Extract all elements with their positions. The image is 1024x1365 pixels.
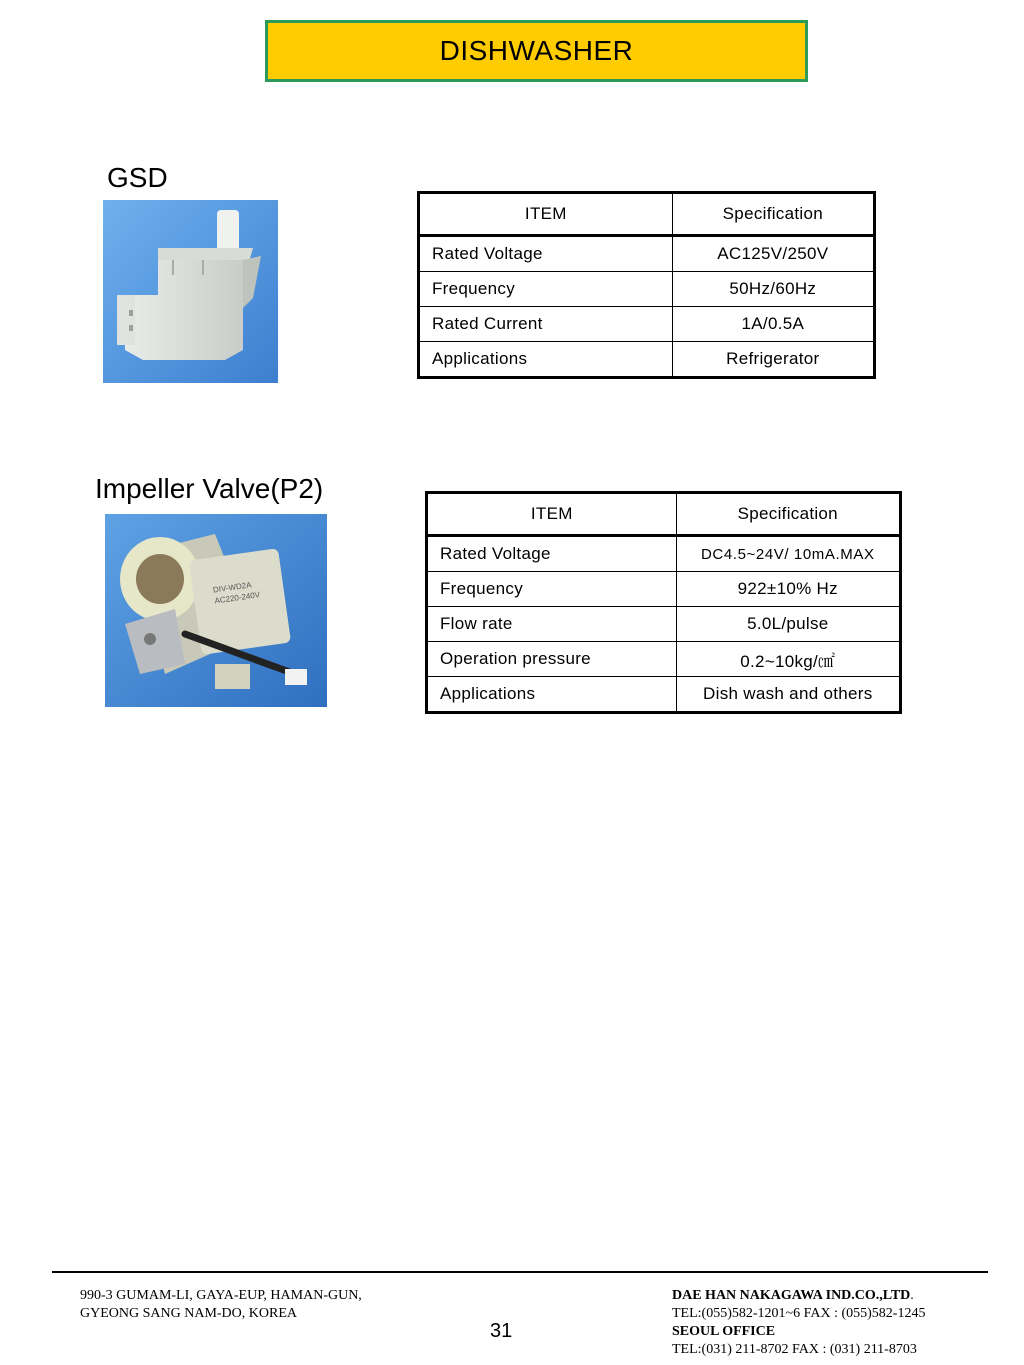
- spec-cell: 1A/0.5A: [672, 307, 874, 342]
- company-line: [672, 1287, 925, 1305]
- company-suffix: .: [910, 1288, 914, 1303]
- table-row: [427, 607, 901, 642]
- item-cell: Flow rate: [427, 607, 677, 642]
- table-row: [419, 307, 875, 342]
- section-title-impeller-valve: Impeller Valve(P2): [95, 473, 324, 504]
- spec-cell: 5.0L/pulse: [676, 607, 900, 642]
- gsd-spec-table: [417, 191, 876, 379]
- table-row: [419, 272, 875, 307]
- item-cell: Applications: [419, 342, 673, 378]
- address-line-2: GYEONG SANG NAM-DO, KOREA: [80, 1306, 297, 1321]
- address-line-1: 990-3 GUMAM-LI, GAYA-EUP, HAMAN-GUN,: [80, 1288, 362, 1303]
- item-cell: Applications: [427, 677, 677, 713]
- company-tel-fax: TEL:(055)582-1201~6 FAX : (055)582-1245: [672, 1306, 926, 1321]
- spec-cell: Refrigerator: [672, 342, 874, 378]
- table-row: [427, 677, 901, 713]
- header-specification: Specification: [672, 193, 874, 236]
- item-cell: Frequency: [419, 272, 673, 307]
- item-cell: Rated Voltage: [419, 236, 673, 272]
- svg-text:DIV-WD2A: DIV-WD2A: [212, 580, 253, 595]
- seoul-tel-fax: TEL:(031) 211-8702 FAX : (031) 211-8703: [672, 1342, 917, 1357]
- table-row: [427, 642, 901, 677]
- item-cell: Rated Voltage: [427, 536, 677, 572]
- item-cell: Rated Current: [419, 307, 673, 342]
- table-header-row: [419, 193, 875, 236]
- seoul-office-label: SEOUL OFFICE: [672, 1324, 776, 1339]
- page-number: 31: [490, 1320, 513, 1342]
- spec-cell: 922±10% Hz: [676, 572, 900, 607]
- door-switch-illustration: [103, 200, 278, 383]
- footer-company-info: [672, 1287, 925, 1359]
- table-header-row: [427, 493, 901, 536]
- table-row: [419, 342, 875, 378]
- spec-cell: 0.2~10kg/㎠: [676, 642, 900, 677]
- section-title-gsd: GSD: [107, 162, 168, 193]
- header-item: ITEM: [427, 493, 677, 536]
- page-title: DISHWASHER: [265, 20, 808, 82]
- spec-cell: 50Hz/60Hz: [672, 272, 874, 307]
- company-name: DAE HAN NAKAGAWA IND.CO.,LTD: [672, 1288, 911, 1303]
- footer-divider: [52, 1271, 988, 1273]
- footer-address: [80, 1287, 362, 1323]
- impeller-valve-photo: [105, 514, 327, 707]
- header-specification: Specification: [676, 493, 900, 536]
- door-switch-photo: [103, 200, 278, 383]
- table-row: [427, 536, 901, 572]
- impeller-valve-illustration: [105, 514, 327, 707]
- spec-cell: DC4.5~24V/ 10mA.MAX: [676, 536, 900, 572]
- table-row: [419, 236, 875, 272]
- svg-text:AC220-240V: AC220-240V: [213, 590, 261, 606]
- item-cell: Operation pressure: [427, 642, 677, 677]
- header-item: ITEM: [419, 193, 673, 236]
- item-cell: Frequency: [427, 572, 677, 607]
- spec-cell: Dish wash and others: [676, 677, 900, 713]
- spec-cell: AC125V/250V: [672, 236, 874, 272]
- table-row: [427, 572, 901, 607]
- impeller-valve-spec-table: [425, 491, 902, 714]
